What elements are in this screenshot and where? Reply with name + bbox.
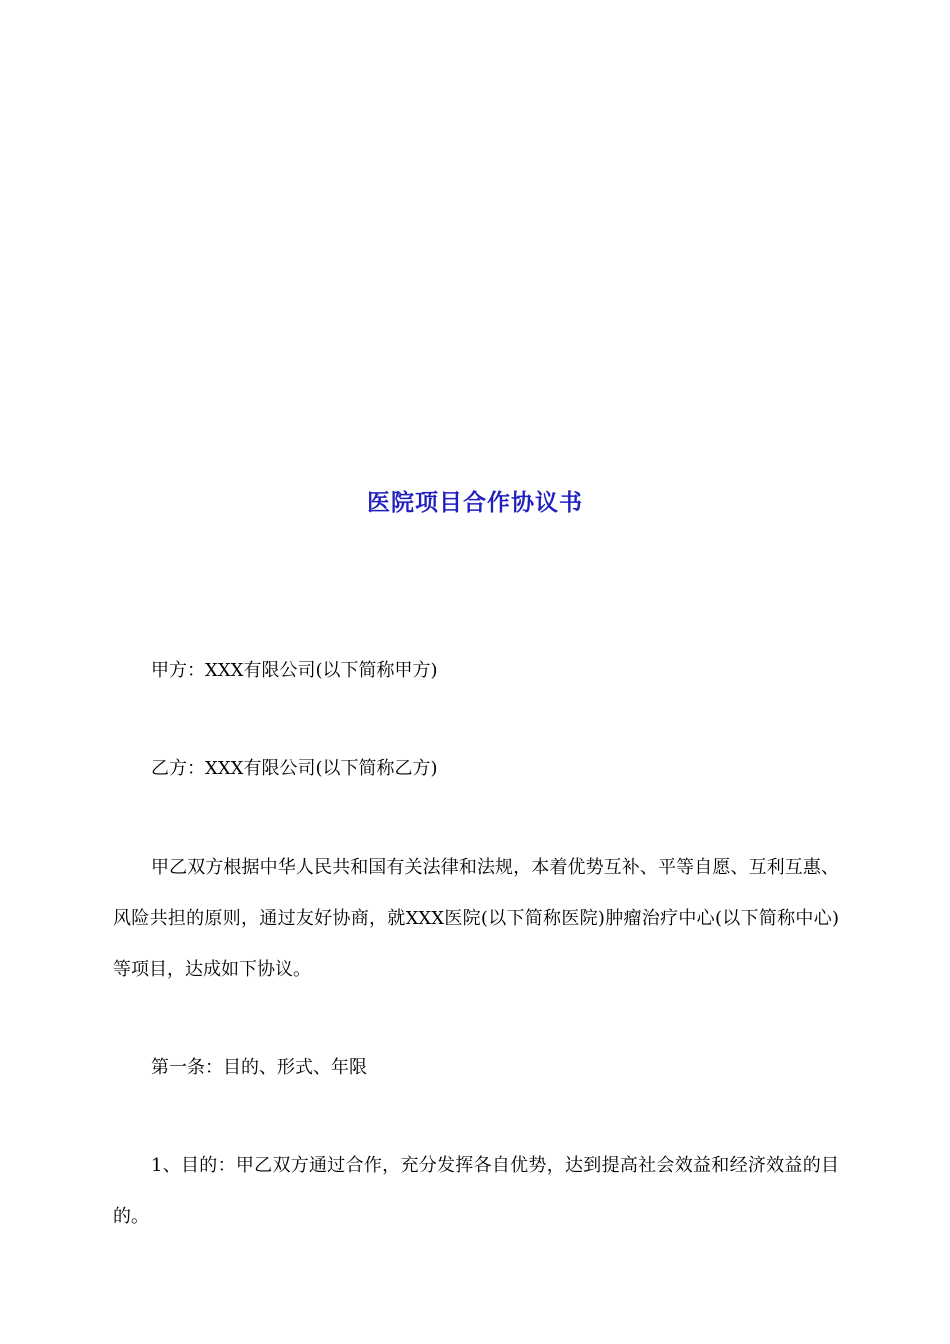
clause-1-purpose: 1、目的：甲乙双方通过合作，充分发挥各自优势，达到提高社会效益和经济效益的目的。 bbox=[113, 1155, 839, 1227]
party-a-paragraph: 甲方：XXX有限公司(以下简称甲方) bbox=[151, 660, 438, 681]
article-1-heading: 第一条：目的、形式、年限 bbox=[151, 1057, 367, 1078]
intro-paragraph: 甲乙双方根据中华人民共和国有关法律和法规，本着优势互补、平等自愿、互利互惠、风险共担的原则，通过友好协商，就XXX医院(以下简称医院)肿瘤治疗中心(以下简称中心)等项目，达成如下协议。 bbox=[113, 857, 839, 980]
party-b-paragraph: 乙方：XXX有限公司(以下简称乙方) bbox=[151, 758, 438, 779]
document-title: 医院项目合作协议书 bbox=[367, 490, 583, 516]
